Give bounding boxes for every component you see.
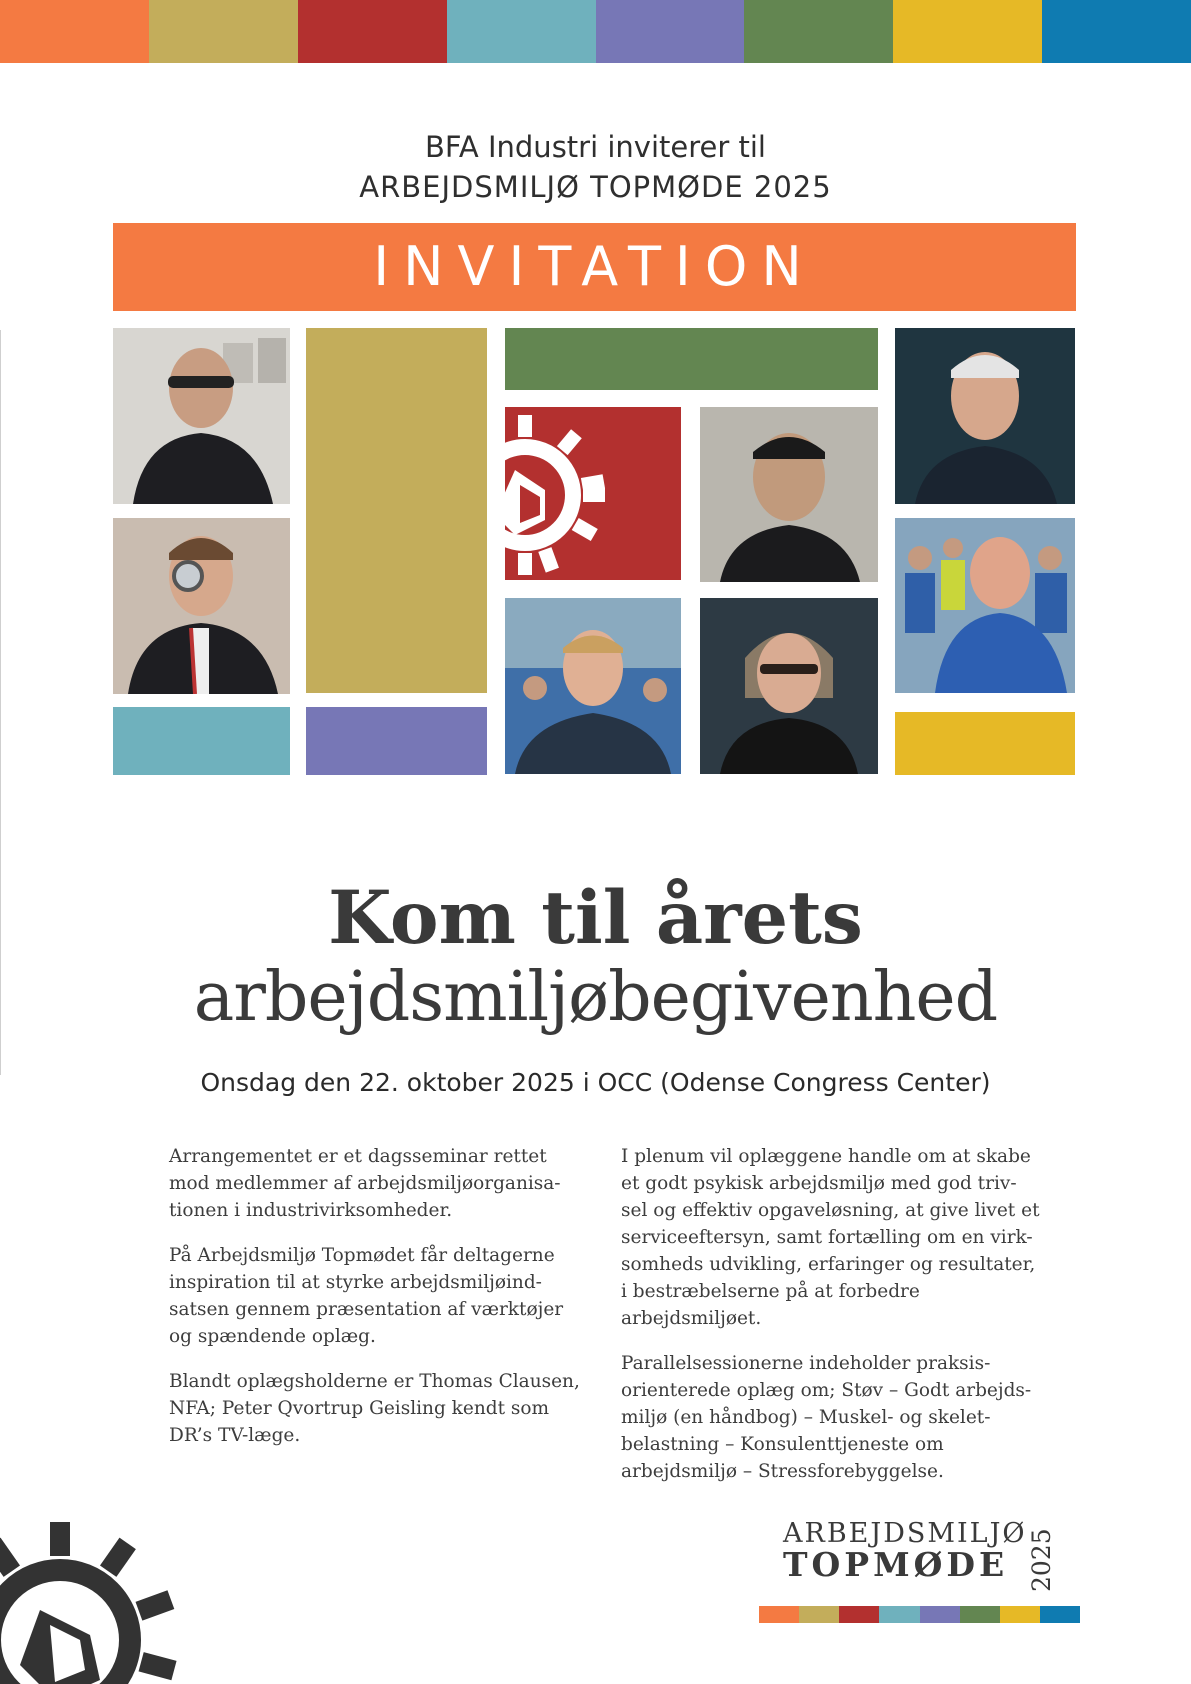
logo-tile-red: [505, 407, 681, 580]
body-column-2: [621, 1143, 1041, 1503]
headline-line-1: Kom til årets: [328, 875, 863, 961]
color-stripe-teal: [447, 0, 596, 63]
event-date-location: Onsdag den 22. oktober 2025 i OCC (Odense Congress Center): [200, 1068, 991, 1097]
color-block-teal: [113, 707, 290, 775]
color-block-green: [505, 328, 878, 390]
gear-logo-icon: [0, 1500, 205, 1684]
paragraph: Parallelsessionerne indeholder praksis-orienterede oplæg om; Støv – Godt arbejds-miljø (en håndbog) – Muskel- og skelet-belastning – Konsulenttjeneste om arbejdsmiljø – Stressforebyggelse.: [621, 1353, 1032, 1482]
color-stripe-olive: [149, 0, 298, 63]
logo-year-container: [1022, 1517, 1062, 1595]
color-stripe-purple: [920, 1606, 960, 1623]
paragraph: På Arbejdsmiljø Topmødet får deltagerne inspiration til at styrke arbejdsmiljøind-satsen gennem præsentation af værktøjer og spændende oplæg.: [169, 1245, 564, 1347]
speaker-photo-6: [895, 328, 1075, 504]
color-stripe-blue: [1042, 0, 1191, 63]
intro-line-1: BFA Industri inviterer til: [425, 130, 766, 164]
speaker-photo-4: [700, 407, 878, 582]
speaker-photo-2: [113, 518, 290, 694]
speaker-photo-1: [113, 328, 290, 504]
color-stripe-olive: [799, 1606, 839, 1623]
invitation-banner: INVITATION: [113, 223, 1076, 311]
gear-logo-icon: [505, 407, 681, 580]
intro-line-2: ARBEJDSMILJØ TOPMØDE 2025: [359, 170, 832, 204]
color-stripe-red: [839, 1606, 879, 1623]
color-stripe-yellow: [1000, 1606, 1040, 1623]
color-stripe-green: [960, 1606, 1000, 1623]
body-column-1: [169, 1143, 589, 1467]
color-stripe-blue: [1040, 1606, 1080, 1623]
paragraph: I plenum vil oplæggene handle om at skabe et godt psykisk arbejdsmiljø med god triv-sel og effektiv opgaveløsning, at give livet et serviceeftersyn, samt fortælling om en virk-somheds udvikling, erfaringer og resultater, i bestræbelserne på at forbedre arbejdsmiljøet.: [621, 1146, 1040, 1329]
logo-line-1: ARBEJDSMILJØ: [783, 1518, 1027, 1549]
color-block-olive: [306, 328, 487, 693]
headline-line-2: arbejdsmiljøbegivenhed: [193, 958, 998, 1037]
color-stripe-orange: [0, 0, 149, 63]
color-stripe-yellow: [893, 0, 1042, 63]
logo-line-2: TOPMØDE: [783, 1545, 1009, 1584]
top-color-bar: [0, 0, 1191, 63]
logo-color-bar: [759, 1606, 1080, 1623]
color-stripe-red: [298, 0, 447, 63]
color-stripe-green: [744, 0, 893, 63]
color-block-purple: [306, 707, 487, 775]
speaker-photo-7: [895, 518, 1075, 693]
color-stripe-orange: [759, 1606, 799, 1623]
color-stripe-purple: [596, 0, 745, 63]
speaker-photo-3: [505, 598, 681, 774]
color-stripe-teal: [879, 1606, 919, 1623]
paragraph: Blandt oplægsholderne er Thomas Clausen, NFA; Peter Qvortrup Geisling kendt som DR’s TV-læge.: [169, 1371, 580, 1446]
color-block-yellow: [895, 712, 1075, 775]
speaker-photo-5: [700, 598, 878, 774]
logo-year: 2025: [1027, 1528, 1056, 1592]
paragraph: Arrangementet er et dagsseminar rettet mod medlemmer af arbejdsmiljøorganisa-tionen i industrivirksomheder.: [169, 1146, 561, 1221]
event-logo: [783, 1518, 1027, 1584]
